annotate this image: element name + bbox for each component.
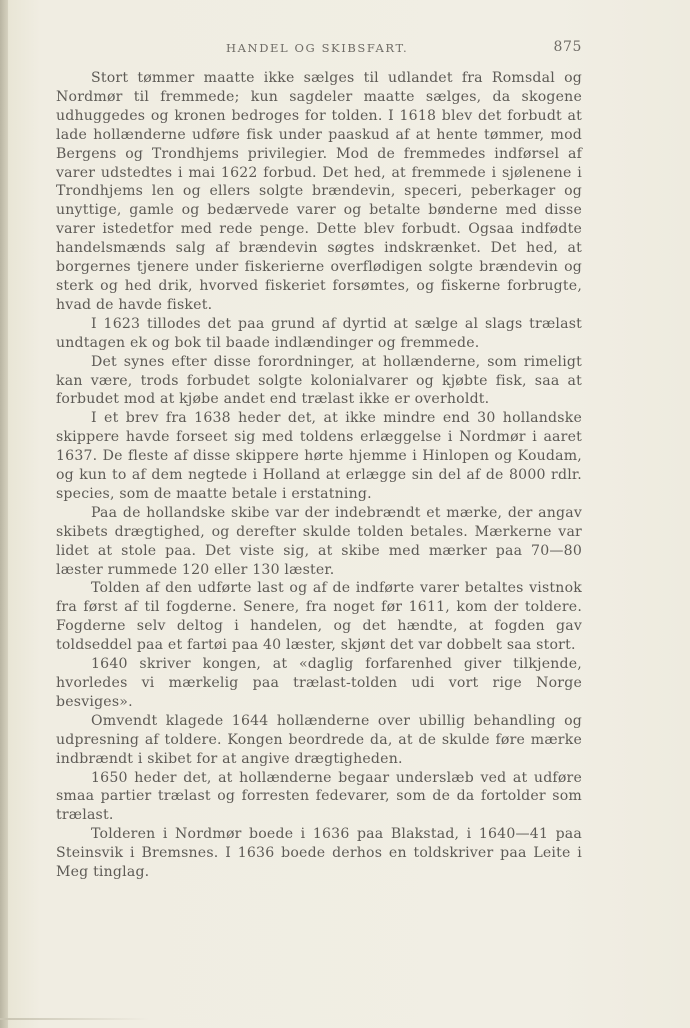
paragraph: I 1623 tillodes det paa grund af dyrtid at sælge al slags trælast undtagen ek og bok til baade indlændinger og fremmede. xyxy=(56,315,582,351)
paragraph: 1640 skriver kongen, at «daglig forfarenhed giver tilkjende, hvorledes vi mærkelig paa trælast-tolden udi vort rige Norge besviges». xyxy=(56,656,582,710)
paragraph: Tolden af den udførte last og af de indførte varer betaltes vistnok fra først af til fogderne. Senere, fra noget før 1611, kom der toldere. Fogderne selv deltog i handelen, og det hændte, at fogden gav toldseddel paa et fartøi paa 40 læster, skjønt det var dobbelt saa stort. xyxy=(56,580,582,654)
paragraph: Det synes efter disse forordninger, at hollænderne, som rimeligt kan være, trods forbudet solgte kolonialvarer og kjøbte fisk, saa at forbudet mod at kjøbe andet end trælast ikke er overholdt. xyxy=(56,353,582,408)
page-binding-edge xyxy=(0,0,8,1028)
page-header xyxy=(56,39,582,59)
paragraph: I et brev fra 1638 heder det, at ikke mindre end 30 hollandske skippere havde forseet sig med toldens erlæggelse i Nordmør i aaret 1637. De fleste af disse skippere hørte hjemme i Hinlopen og Koudam, og kun to af dem negtede i Holland at erlægge sin del af de 8000 rdlr. species, som de maatte betale i erstatning. xyxy=(56,410,582,502)
page-bottom-edge xyxy=(0,1018,150,1020)
paragraph: 1650 heder det, at hollænderne begaar underslæb ved at udføre smaa partier trælast og forresten fedevarer, som de da fortolder som trælast. xyxy=(56,769,582,824)
paragraph: Tolderen i Nordmør boede i 1636 paa Blakstad, i 1640—41 paa Steinsvik i Bremsnes. I 1636 boede derhos en toldskriver paa Leite i Meg tinglag. xyxy=(56,826,582,881)
paragraph: Omvendt klagede 1644 hollænderne over ubillig behandling og udpresning af toldere. Kongen beordrede da, at de skulde føre mærke indbrændt i skibet for at angive drægtigheden. xyxy=(56,712,582,767)
page-number: 875 xyxy=(553,39,582,55)
paragraph: Paa de hollandske skibe var der indebrændt et mærke, der angav skibets drægtighed, og derefter skulde tolden betales. Mærkerne var lidet at stole paa. Det viste sig, at skibe med mærker paa 70—80 læster rummede 120 eller 130 læster. xyxy=(56,504,582,578)
running-title: HANDEL OG SKIBSFART. xyxy=(226,41,409,55)
body-text xyxy=(56,69,582,882)
paragraph: Stort tømmer maatte ikke sælges til udlandet fra Romsdal og Nordmør til fremmede; kun sagdeler maatte sælges, da skogene udhuggedes og kronen bedroges for tolden. I 1618 blev det forbudt at lade hollænderne udføre fisk under paaskud af at hente tømmer, mod Bergens og Trondhjems privilegier. Mod de fremmedes indførsel af varer udstedtes i mai 1622 forbud. Det hed, at fremmede i sjølenene i Trondhjems len og ellers solgte brændevin, speceri, peberkager og unyttige, gamle og bedærvede varer og betalte bønderne med disse varer istedetfor med rede penge. Dette blev forbudt. Ogsaa indfødte handelsmænds salg af brændevin søgtes indskrænket. Det hed, at borgernes tjenere under fiskerierne overflødigen solgte brændevin og sterk og hed drik, hvorved fiskeriet forsømtes, og fiskerne forbrugte, hvad de havde fisket. xyxy=(56,70,582,313)
